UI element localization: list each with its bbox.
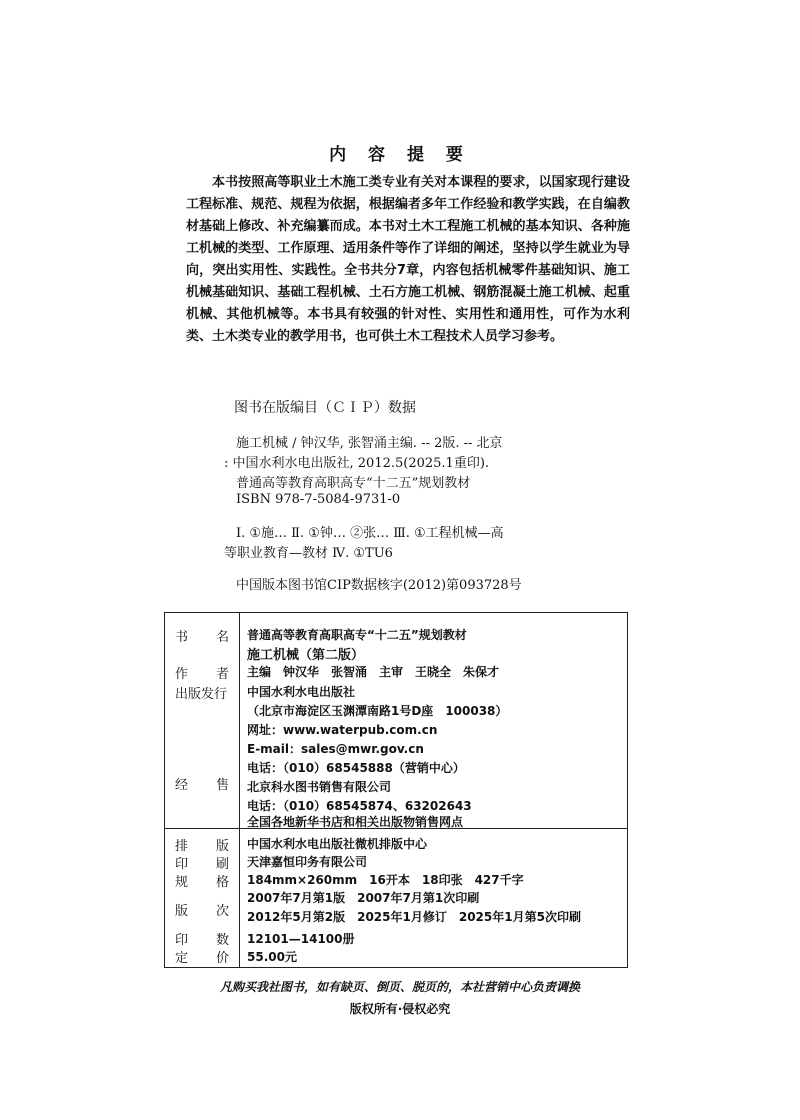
label-char: 售	[215, 778, 229, 793]
cip-line-6: 等职业教育—教材 Ⅳ. ①TU6	[224, 546, 393, 561]
value-book-title: 施工机械（第二版）	[247, 648, 365, 663]
value-phone-marketing: 电话：（010）68545888（营销中心）	[247, 761, 465, 775]
label-char: 定	[175, 951, 189, 966]
exchange-notice: 凡购买我社图书，如有缺页、倒页、脱页的，本社营销中心负责调换	[219, 980, 580, 994]
label-char: 价	[215, 951, 229, 966]
label-char: 作	[175, 667, 189, 682]
label-author	[175, 663, 229, 682]
value-publisher: 中国水利水电出版社	[247, 685, 356, 699]
summary-text	[186, 172, 630, 348]
value-typesetting: 中国水利水电出版社微机排版中心	[247, 837, 428, 851]
label-char: 次	[215, 904, 229, 919]
value-address: （北京市海淀区玉渊潭南路1号D座 100038）	[247, 704, 508, 718]
value-author: 主编 钟汉华 张智涌 主审 王晓全 朱保才	[247, 665, 500, 679]
value-edition-1: 2007年7月第1版 2007年7月第1次印刷	[247, 891, 480, 905]
value-email: E-mail：sales@mwr.gov.cn	[247, 742, 424, 756]
summary-title: 内 容 提 要	[329, 145, 471, 165]
label-print-run	[175, 929, 229, 948]
value-distributor: 北京科水图书销售有限公司	[247, 780, 392, 794]
label-edition	[175, 900, 229, 919]
cip-line-1: 施工机械 / 钟汉华, 张智涌主编. -- 2版. -- 北京	[236, 436, 503, 451]
label-publisher: 出版发行	[175, 687, 228, 702]
label-distributor	[175, 774, 229, 793]
label-char: 排	[175, 839, 189, 854]
label-char: 刷	[215, 857, 229, 872]
label-spec	[175, 871, 229, 890]
colophon-column-divider	[239, 613, 240, 967]
value-printer: 天津嘉恒印务有限公司	[247, 855, 368, 869]
cip-line-4: ISBN 978-7-5084-9731-0	[236, 492, 401, 507]
label-char: 印	[175, 933, 189, 948]
label-char: 印	[175, 857, 189, 872]
label-char: 者	[215, 667, 229, 682]
label-char: 数	[215, 933, 229, 948]
value-print-run: 12101—14100册	[247, 932, 355, 946]
copyright-notice: 版权所有·侵权必究	[349, 1002, 451, 1016]
label-char: 版	[175, 904, 189, 919]
label-char: 经	[175, 778, 189, 793]
value-retail-outlets: 全国各地新华书店和相关出版物销售网点	[247, 815, 464, 829]
cip-line-3: 普通高等教育高职高专“十二五”规划教材	[236, 476, 471, 491]
label-printing	[175, 853, 229, 872]
value-website: 网址：www.waterpub.com.cn	[247, 723, 438, 737]
label-book-name	[175, 626, 229, 645]
label-char: 名	[215, 630, 229, 645]
value-distributor-phone: 电话：（010）68545874、63202643	[247, 799, 472, 813]
label-price	[175, 947, 229, 966]
cip-heading: 图书在版编目（ＣＩＰ）数据	[234, 400, 416, 416]
value-edition-2: 2012年5月第2版 2025年1月修订 2025年1月第5次印刷	[247, 910, 581, 924]
cip-line-7: 中国版本图书馆CIP数据核字(2012)第093728号	[236, 578, 522, 593]
colophon-table	[164, 612, 628, 968]
label-typesetting	[175, 835, 229, 854]
summary-paragraph: 本书按照高等职业土木施工类专业有关对本课程的要求，以国家现行建设工程标准、规范、规程为依据，根据编者多年工作经验和教学实践，在自编教材基础上修改、补充编纂而成。本书对土木工程施工机械的基本知识、各种施工机械的类型、工作原理、适用条件等作了详细的阐述，坚持以学生就业为导向，突出实用性、实践性。全书共分7章，内容包括机械零件基础知识、施工机械基础知识、基础工程机械、土石方施工机械、钢筋混凝土施工机械、起重机械、其他机械等。本书具有较强的针对性、实用性和通用性，可作为水利类、土木类专业的教学用书，也可供土木工程技术人员学习参考。	[186, 175, 630, 344]
cip-line-5: Ⅰ. ①施… Ⅱ. ①钟… ②张… Ⅲ. ①工程机械—高	[236, 526, 504, 541]
label-char: 格	[215, 875, 229, 890]
label-char: 规	[175, 875, 189, 890]
value-series: 普通高等教育高职高专“十二五”规划教材	[247, 628, 467, 642]
label-char: 版	[215, 839, 229, 854]
cip-line-2: : 中国水利水电出版社, 2012.5(2025.1重印).	[224, 456, 490, 471]
value-price: 55.00元	[247, 950, 297, 964]
value-spec: 184mm×260mm 16开本 18印张 427千字	[247, 873, 524, 887]
label-char: 书	[175, 630, 189, 645]
